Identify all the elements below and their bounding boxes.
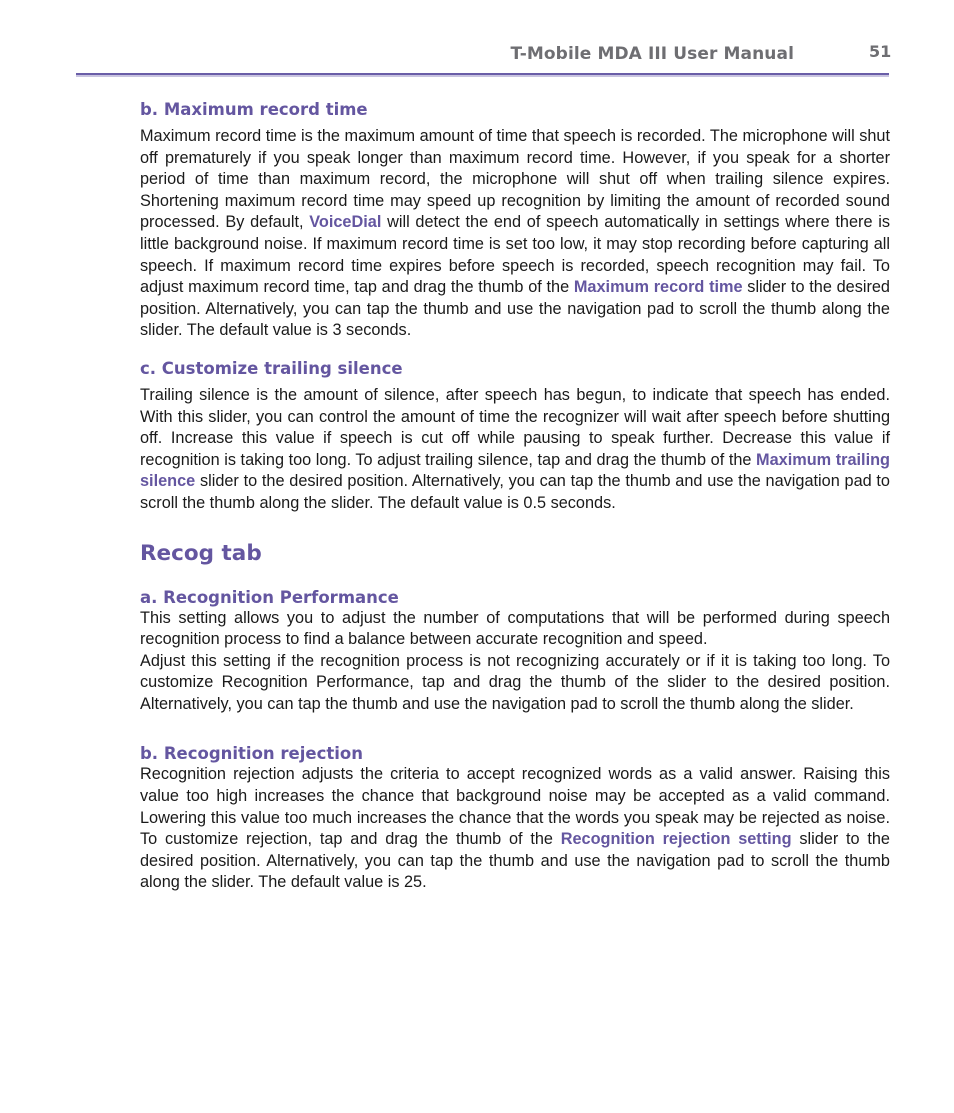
recog-rejection-heading: b. Recognition rejection bbox=[140, 744, 363, 764]
recognition-rejection-setting-highlight: Recognition rejection setting bbox=[560, 830, 792, 849]
max-record-text-1: Maximum record time is the maximum amount of time that speech is recorded. The microphone will shut off prematurely if you speak longer than maximum record time. However, if you speak for a shorter period of time than maximum record, the microphone will shut off when trailing silence expires. Shortening maximum record time may speed up recognition by limiting the amount of recorded sound processed. By default, bbox=[140, 127, 890, 232]
recog-rejection-paragraph bbox=[140, 764, 890, 894]
max-record-paragraph bbox=[140, 126, 890, 342]
recog-performance-heading: a. Recognition Performance bbox=[140, 587, 399, 607]
page-content bbox=[140, 100, 890, 894]
recog-performance-paragraph-1: This setting allows you to adjust the number of computations that will be performed during speech recognition process to find a balance between accurate recognition and speed. bbox=[140, 608, 890, 649]
recog-rejection-text-2: slider to the desired position. Alternatively, you can tap the thumb and use the navigation pad to scroll the thumb along the slider. The default value is 25. bbox=[140, 830, 890, 892]
voicedial-highlight: VoiceDial bbox=[309, 213, 382, 232]
recog-performance-paragraph-2: Adjust this setting if the recognition process is not recognizing accurately or if it is taking too long. To customize Recognition Performance, tap and drag the thumb of the slider to the desired position. Alternatively, you can tap the thumb and use the navigation pad to scroll the thumb along the slider. bbox=[140, 651, 890, 713]
maximum-record-time-highlight: Maximum record time bbox=[573, 278, 743, 297]
trailing-silence-text-1: Trailing silence is the amount of silence, after speech has begun, to indicate that speech has ended. With this slider, you can control the amount of time the recognizer will wait after speech before shutting off. Increase this value if speech is cut off while pausing to speak further. Decrease this value if recognition is taking too long. To adjust trailing silence, tap and drag the thumb of the bbox=[140, 385, 890, 469]
max-record-text-3: slider to the desired position. Alternatively, you can tap the thumb and use the navigation pad to scroll the thumb along the slider. The default value is 3 seconds. bbox=[140, 278, 890, 340]
max-record-heading: b. Maximum record time bbox=[140, 100, 368, 119]
recog-tab-title: Recog tab bbox=[140, 540, 262, 566]
trailing-silence-heading: c. Customize trailing silence bbox=[140, 358, 403, 378]
maximum-trailing-silence-highlight: Maximum trailing silence bbox=[140, 450, 890, 491]
max-record-text-2: will detect the end of speech automatically in settings where there is little background noise. If maximum record time is set too low, it may stop recording before capturing all speech. If maximum record time expires before speech is recorded, speech recognition may fail. To adjust maximum record time, tap and drag the thumb of the bbox=[140, 213, 890, 297]
trailing-silence-paragraph bbox=[140, 385, 890, 515]
page-number: 51 bbox=[869, 42, 892, 61]
header-title: T-Mobile MDA III User Manual bbox=[510, 44, 794, 64]
trailing-silence-text-2: slider to the desired position. Alternatively, you can tap the thumb and use the navigation pad to scroll the thumb along the slider. The default value is 0.5 seconds. bbox=[140, 472, 890, 512]
header-rule bbox=[76, 73, 889, 75]
recog-rejection-text-1: Recognition rejection adjusts the criteria to accept recognized words as a valid answer. Raising this value too high increases the chance that background noise may be accepted as a valid command. Lowering this value too much increases the chance that the words you speak may be rejected as noise. To customize rejection, tap and drag the thumb of the bbox=[140, 765, 890, 849]
